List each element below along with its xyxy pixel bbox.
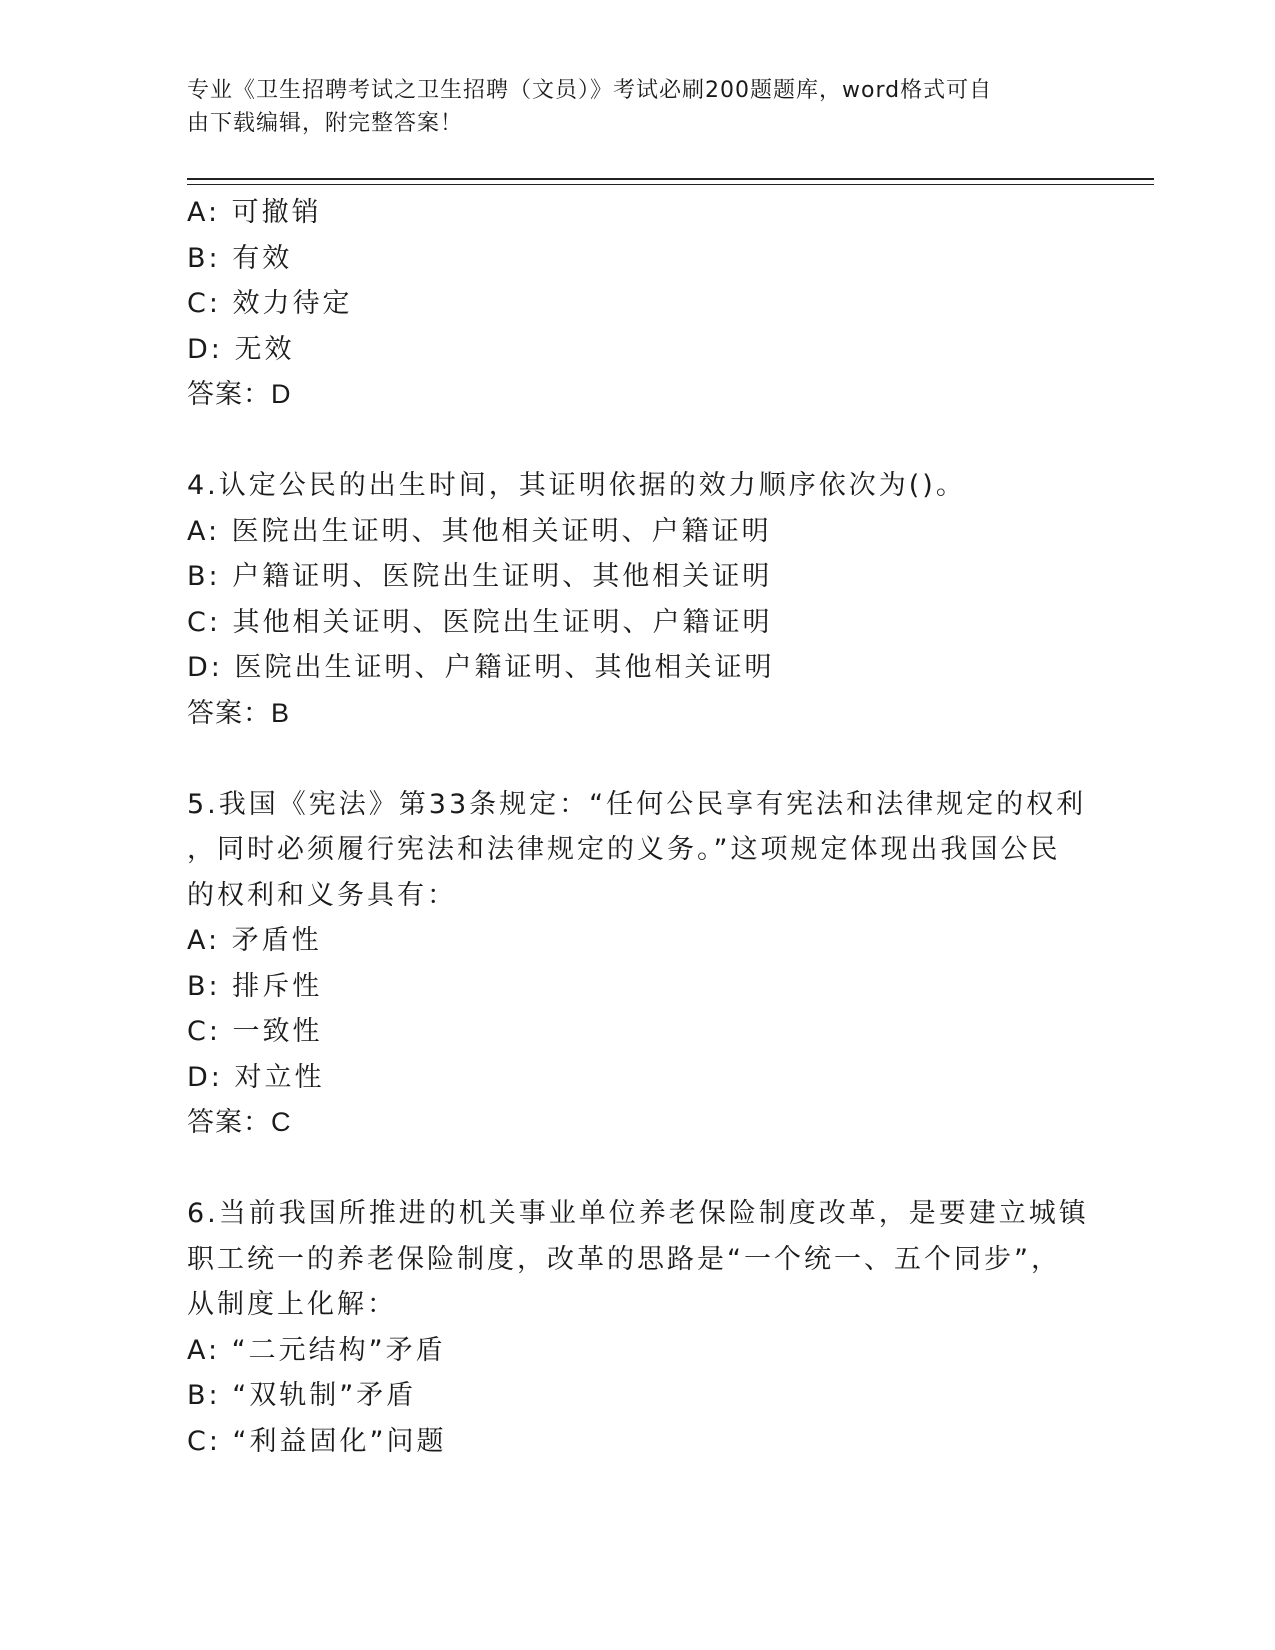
option-b: B: 排斥性 <box>187 970 323 1002</box>
header-divider-thin <box>187 184 1154 185</box>
option-c: C: “利益固化”问题 <box>187 1425 447 1457</box>
option-d: D: 无效 <box>187 333 295 365</box>
option-a: A: 矛盾性 <box>187 925 322 956</box>
header-line-2: 由下载编辑，附完整答案！ <box>187 111 464 136</box>
option-d: D: 对立性 <box>187 1061 325 1093</box>
option-b: B: 户籍证明、医院出生证明、其他相关证明 <box>187 561 773 592</box>
question-text <box>187 463 1087 509</box>
answer-line: 答案：C <box>187 1107 292 1137</box>
spacer <box>187 736 1087 782</box>
question-text-line: 职工统一的养老保险制度，改革的思路是“一个统一、五个同步”， <box>187 1243 1061 1275</box>
question-3-continued <box>187 190 1087 418</box>
header-divider-thick <box>187 178 1154 180</box>
question-text-line: 6.当前我国所推进的机关事业单位养老保险制度改革，是要建立城镇 <box>187 1198 1089 1229</box>
option-c: C: 效力待定 <box>187 288 353 319</box>
question-text-line: 4.认定公民的出生时间，其证明依据的效力顺序依次为()。 <box>187 470 966 501</box>
header-line-1: 专业《卫生招聘考试之卫生招聘（文员）》考试必刷200题题库，word格式可自 <box>187 78 993 103</box>
document-header <box>187 74 1067 140</box>
answer-line: 答案：B <box>187 697 291 728</box>
option-a: A: “二元结构”矛盾 <box>187 1334 446 1366</box>
option-a: A: 可撤销 <box>187 197 322 228</box>
question-5 <box>187 782 1087 1146</box>
spacer <box>187 1146 1087 1192</box>
option-a: A: 医院出生证明、其他相关证明、户籍证明 <box>187 515 772 547</box>
question-text-line: 从制度上化解： <box>187 1289 397 1320</box>
question-text-line: 的权利和义务具有： <box>187 879 457 911</box>
question-4 <box>187 463 1087 736</box>
option-b: B: 有效 <box>187 242 293 274</box>
question-list <box>187 190 1087 1464</box>
question-6 <box>187 1191 1087 1464</box>
option-c: C: 一致性 <box>187 1016 323 1047</box>
question-text <box>187 782 1087 919</box>
spacer <box>187 418 1087 464</box>
question-text <box>187 1191 1087 1328</box>
option-c: C: 其他相关证明、医院出生证明、户籍证明 <box>187 606 773 638</box>
option-d: D: 医院出生证明、户籍证明、其他相关证明 <box>187 652 775 683</box>
answer-line: 答案：D <box>187 379 292 409</box>
question-text-line: 5.我国《宪法》第33条规定：“任何公民享有宪法和法律规定的权利 <box>187 788 1087 820</box>
question-text-line: ，同时必须履行宪法和法律规定的义务。”这项规定体现出我国公民 <box>187 834 1061 865</box>
option-b: B: “双轨制”矛盾 <box>187 1380 417 1411</box>
